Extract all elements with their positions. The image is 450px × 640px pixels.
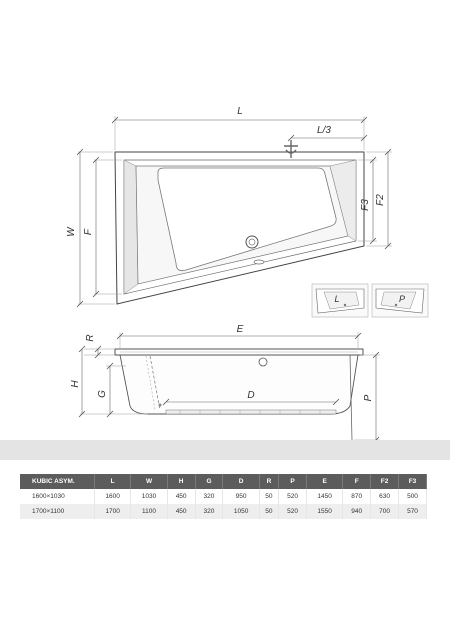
header-cell: F — [343, 474, 371, 489]
header-cell: F3 — [399, 474, 427, 489]
header-cell: KUBIC ASYM. — [20, 474, 95, 489]
drain-icon — [246, 236, 258, 248]
table-cell: 1030 — [131, 489, 167, 504]
dim-label-e: E — [236, 324, 244, 335]
dim-label-r: R — [85, 334, 96, 342]
table-row — [20, 504, 427, 519]
header-cell: P — [279, 474, 307, 489]
table-cell: 630 — [371, 489, 399, 504]
table-cell: 1050 — [223, 504, 259, 519]
table-cell: 1600 — [95, 489, 131, 504]
dim-label-d: D — [247, 390, 255, 401]
table-cell: 520 — [279, 504, 307, 519]
dim-label-f: F — [83, 228, 94, 236]
table-cell: 320 — [195, 504, 223, 519]
table-cell: 1700×1100 — [20, 504, 95, 519]
header-cell: F2 — [371, 474, 399, 489]
table-cell: 450 — [167, 489, 195, 504]
table-cell: 870 — [343, 489, 371, 504]
table-cell: 940 — [343, 504, 371, 519]
table-cell: 50 — [259, 504, 278, 519]
table-cell: 570 — [399, 504, 427, 519]
header-cell: G — [195, 474, 223, 489]
tub-body — [120, 355, 358, 414]
table-cell: 1450 — [306, 489, 342, 504]
dim-label-f3: F3 — [360, 199, 371, 211]
dim-label-w: W — [66, 227, 77, 237]
header-cell: E — [306, 474, 342, 489]
header-cell: H — [167, 474, 195, 489]
variant-right — [372, 284, 428, 317]
table-row — [20, 489, 427, 504]
table-cell: 1100 — [131, 504, 167, 519]
table-cell: 1700 — [95, 504, 131, 519]
tub-base — [166, 410, 336, 414]
dim-label-l3: L/3 — [317, 125, 331, 136]
variant-left-label: L — [334, 294, 340, 304]
dim-label-f2: F2 — [375, 194, 386, 206]
dim-label-g: G — [97, 390, 108, 398]
table-cell: 520 — [279, 489, 307, 504]
header-cell: D — [223, 474, 259, 489]
table-cell: 1550 — [306, 504, 342, 519]
overflow-side-icon — [259, 358, 267, 366]
table-cell: 450 — [167, 504, 195, 519]
header-cell: L — [95, 474, 131, 489]
dim-label-h: H — [70, 380, 81, 388]
table-cell: 320 — [195, 489, 223, 504]
variant-left — [312, 284, 368, 317]
header-cell: R — [259, 474, 278, 489]
spec-table-header — [20, 474, 427, 489]
side-view — [70, 324, 380, 443]
variant-right-label: P — [398, 294, 406, 304]
table-cell: 950 — [223, 489, 259, 504]
top-view — [66, 106, 392, 307]
spec-table — [20, 474, 427, 519]
table-cell: 1600×1030 — [20, 489, 95, 504]
floor-band — [0, 440, 450, 460]
dim-label-p: P — [363, 394, 374, 402]
dim-label-l: L — [237, 106, 243, 117]
header-cell: W — [131, 474, 167, 489]
table-cell: 50 — [259, 489, 278, 504]
overflow-icon — [254, 260, 264, 264]
table-cell: 700 — [371, 504, 399, 519]
table-cell: 500 — [399, 489, 427, 504]
